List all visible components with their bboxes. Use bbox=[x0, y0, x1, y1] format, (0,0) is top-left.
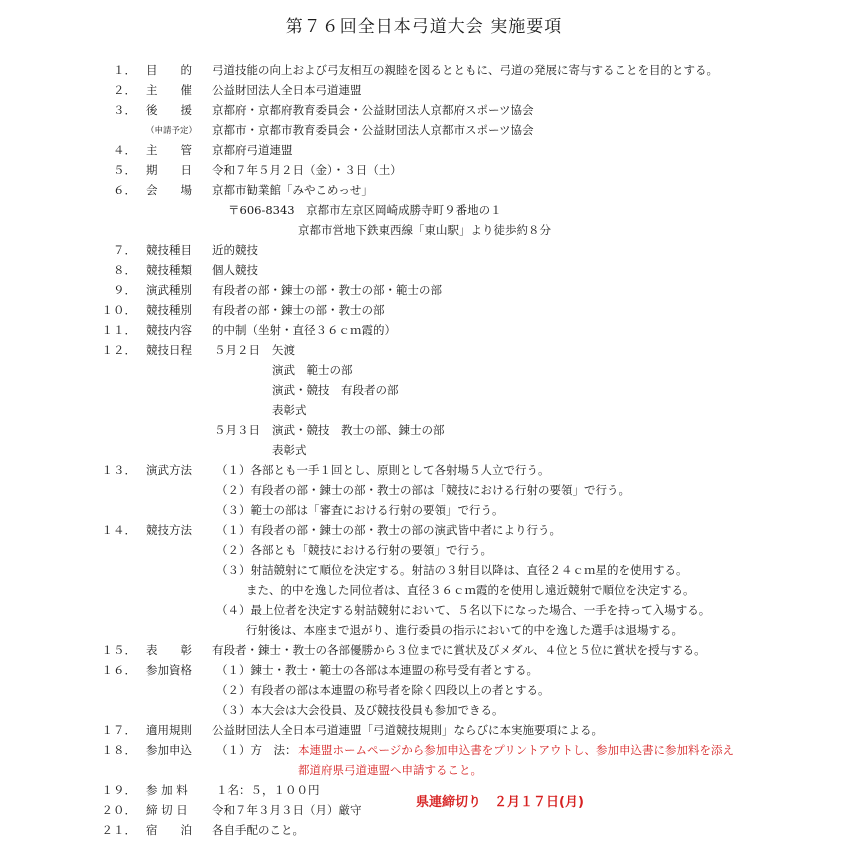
item-number: １２． bbox=[101, 343, 136, 357]
item-number: １９． bbox=[101, 783, 136, 797]
schedule-entry: 矢渡 bbox=[272, 343, 295, 357]
item-value: 各自手配のこと。 bbox=[212, 823, 304, 837]
item-value: 京都府弓道連盟 bbox=[212, 143, 293, 157]
item-label: 締 切 日 bbox=[146, 803, 188, 817]
schedule-entry: 表彰式 bbox=[272, 443, 307, 457]
item-value: （１）各部とも一手１回とし、原則として各射場５人立で行う。 bbox=[216, 463, 550, 477]
item-label: 演武種別 bbox=[146, 283, 192, 297]
item-label: 演武方法 bbox=[146, 463, 192, 477]
item-value: 行射後は、本座まで退がり、進行委員の指示において的中を逸した選手は退場する。 bbox=[246, 623, 683, 637]
schedule-entry: 演武・競技 有段者の部 bbox=[272, 383, 399, 397]
item-value: （１）有段者の部・錬士の部・教士の部の演武皆中者により行う。 bbox=[216, 523, 561, 537]
item-number: ２． bbox=[113, 83, 136, 97]
item-value: 有段者の部・錬士の部・教士の部・範士の部 bbox=[212, 283, 442, 297]
item-number: ４． bbox=[113, 143, 136, 157]
item-label: 表 彰 bbox=[146, 643, 192, 657]
item-number: １７． bbox=[101, 723, 136, 737]
item-value: （２）有段者の部は本連盟の称号者を除く四段以上の者とする。 bbox=[216, 683, 550, 697]
page-title: 第７６回全日本弓道大会 実施要項 bbox=[285, 17, 563, 37]
application-instruction: 本連盟ホームページから参加申込書をプリントアウトし、参加申込書に参加料を添え bbox=[298, 743, 734, 757]
item-label: 参加申込 bbox=[146, 743, 192, 757]
schedule-date: ５月２日 bbox=[214, 343, 260, 357]
item-number: ５． bbox=[113, 163, 136, 177]
item-number: ２１． bbox=[101, 823, 136, 837]
item-value: （３）射詰競射にて順位を決定する。射詰の３射目以降は、直径２４ｃｍ星的を使用する。 bbox=[216, 563, 688, 577]
item-number: １６． bbox=[101, 663, 136, 677]
item-value: 京都市・京都市教育委員会・公益財団法人京都市スポーツ協会 bbox=[212, 123, 534, 137]
item-label: 後 援 bbox=[146, 103, 192, 117]
item-value: 有段者・錬士・教士の各部優勝から３位までに賞状及びメダル、４位と５位に賞状を授与する。 bbox=[212, 643, 706, 657]
item-value: 〒606-8343 京都市左京区岡崎成勝寺町９番地の１ bbox=[228, 203, 502, 217]
item-number: １． bbox=[113, 63, 136, 77]
item-value: 的中制（坐射・直径３６ｃｍ霞的） bbox=[212, 323, 396, 337]
item-number: ７． bbox=[113, 243, 136, 257]
item-label: 参 加 料 bbox=[146, 783, 188, 797]
schedule-entry: 表彰式 bbox=[272, 403, 307, 417]
item-label: 競技方法 bbox=[146, 523, 192, 537]
schedule-entry: 演武 範士の部 bbox=[272, 363, 353, 377]
item-value: 京都市営地下鉄東西線「東山駅」より徒歩約８分 bbox=[298, 223, 551, 237]
item-number: １５． bbox=[101, 643, 136, 657]
item-label: 目 的 bbox=[146, 63, 192, 77]
item-label: 参加資格 bbox=[146, 663, 192, 677]
item-number: ８． bbox=[113, 263, 136, 277]
item-label: 期 日 bbox=[146, 163, 192, 177]
item-label: 競技種目 bbox=[146, 243, 192, 257]
item-value: 公益財団法人全日本弓道連盟 bbox=[212, 83, 362, 97]
item-number: １４． bbox=[101, 523, 136, 537]
item-value: １名：５，１００円 bbox=[216, 783, 320, 797]
deadline-highlight: 県連締切り ２月１７日(月) bbox=[416, 795, 584, 810]
item-value: 公益財団法人全日本弓道連盟「弓道競技規則」ならびに本実施要項による。 bbox=[212, 723, 603, 737]
item-number: ６． bbox=[113, 183, 136, 197]
item-value: 令和７年３月３日（月）厳守 bbox=[212, 803, 362, 817]
item-label: 競技内容 bbox=[146, 323, 192, 337]
item-value: 弓道技能の向上および弓友相互の親睦を図るとともに、弓道の発展に寄与することを目的とする。 bbox=[212, 63, 718, 77]
item-value: 個人競技 bbox=[212, 263, 258, 277]
item-value: （４）最上位者を決定する射詰競射において、５名以下になった場合、一手を持って入場する。 bbox=[216, 603, 711, 617]
application-instruction: 都道府県弓道連盟へ申請すること。 bbox=[298, 763, 482, 777]
item-value: 有段者の部・錬士の部・教士の部 bbox=[212, 303, 385, 317]
schedule-entry: 演武・競技 教士の部、錬士の部 bbox=[272, 423, 445, 437]
item-label: 競技種別 bbox=[146, 303, 192, 317]
item-label: 主 管 bbox=[146, 143, 192, 157]
item-value: 京都府・京都府教育委員会・公益財団法人京都府スポーツ協会 bbox=[212, 103, 534, 117]
item-number: ２０． bbox=[101, 803, 136, 817]
item-number: １３． bbox=[101, 463, 136, 477]
item-value: （１）方 法： bbox=[216, 743, 297, 757]
item-value: 令和７年５月２日（金）・３日（土） bbox=[212, 163, 402, 177]
item-value: 近的競技 bbox=[212, 243, 258, 257]
item-label: 会 場 bbox=[146, 183, 192, 197]
item-value: （３）範士の部は「審査における行射の要領」で行う。 bbox=[216, 503, 504, 517]
item-number: ３． bbox=[113, 103, 136, 117]
item-value: （１）錬士・教士・範士の各部は本連盟の称号受有者とする。 bbox=[216, 663, 538, 677]
item-label: 宿 泊 bbox=[146, 823, 192, 837]
item-value: また、的中を逸した同位者は、直径３６ｃｍ霞的を使用し遠近競射で順位を決定する。 bbox=[246, 583, 695, 597]
item-number: １８． bbox=[101, 743, 136, 757]
item-value: （２）各部とも「競技における行射の要領」で行う。 bbox=[216, 543, 492, 557]
item-label: 適用規則 bbox=[146, 723, 192, 737]
item-value: （３）本大会は大会役員、及び競技役員も参加できる。 bbox=[216, 703, 504, 717]
item-number: ９． bbox=[113, 283, 136, 297]
schedule-date: ５月３日 bbox=[214, 423, 260, 437]
item-number: １０． bbox=[101, 303, 136, 317]
pending-note: （申請予定） bbox=[146, 126, 198, 136]
item-label: 競技種類 bbox=[146, 263, 192, 277]
item-label: 競技日程 bbox=[146, 343, 192, 357]
item-number: １１． bbox=[101, 323, 136, 337]
item-value: （２）有段者の部・錬士の部・教士の部は「競技における行射の要領」で行う。 bbox=[216, 483, 630, 497]
item-label: 主 催 bbox=[146, 83, 192, 97]
item-value: 京都市勧業館「みやこめっせ」 bbox=[212, 183, 373, 197]
